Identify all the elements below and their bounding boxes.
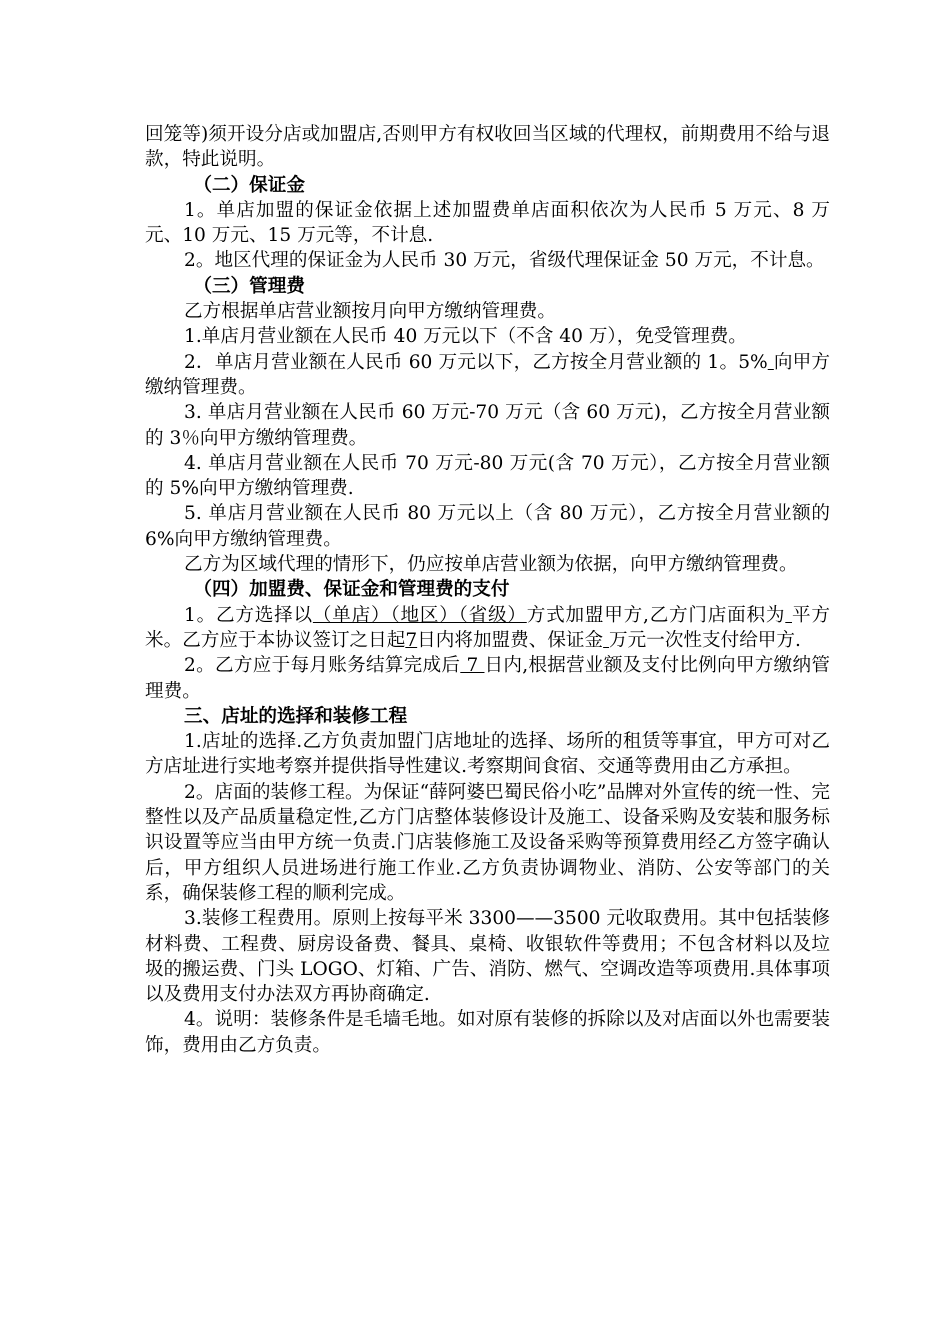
intro-paragraph: 回笼等)须开设分店或加盟店,否则甲方有权收回当区域的代理权，前期费用不给与退款，特此说明。: [145, 124, 830, 171]
site-paragraph-3: 3.装修工程费用。原则上按每平米 3300——3500 元收取费用。其中包括装修材料费、工程费、厨房设备费、餐具、桌椅、收银软件等费用；不包含材料以及垃圾的搬运费、门头 LOGO、灯箱、广告、消防、燃气、空调改造等项费用.具体事项以及费用支付办法双方再协商确定.: [145, 908, 830, 1006]
site-paragraph-2: 2。店面的装修工程。为保证“薛阿婆巴蜀民俗小吃”品牌对外宣传的统一性、完整性以及产品质量稳定性,乙方门店整体装修设计及施工、设备采购及安装和服务标识设置等应当由甲方统一负责.门店装修施工及设备采购等预算费用经乙方签字确认后，甲方组织人员进场进行施工作业.乙方负责协调物业、消防、公安等部门的关系，确保装修工程的顺利完成。: [145, 781, 830, 904]
payment-paragraph-1-text-e: 万元一次性支付给甲方.: [609, 629, 801, 651]
payment-heading: （四）加盟费、保证金和管理费的支付: [193, 579, 510, 601]
deposit-paragraph-2: 2。地区代理的保证金为人民币 30 万元，省级代理保证金 50 万元，不计息。: [184, 250, 825, 272]
site-renovation-heading: 三、店址的选择和装修工程: [184, 705, 408, 727]
management-fee-paragraph-2: [145, 350, 830, 401]
site-paragraph-4: 4。说明：装修条件是毛墙毛地。如对原有装修的拆除以及对店面以外也需要装饰，费用由乙方负责。: [145, 1009, 830, 1056]
deposit-heading: （二）保证金: [193, 174, 305, 196]
store-area-blank: [785, 605, 792, 626]
management-fee-paragraph-2-text-a: 2．单店月营业额在人民币 60 万元以下，乙方按全月营业额的 1。5%: [184, 351, 768, 373]
payment-paragraph-1-text-c: 平方米。乙方应于本协议签订之日起: [145, 604, 830, 651]
payment-paragraph-1-text-d: 日内将加盟费、保证金: [417, 629, 604, 651]
deposit-paragraph-1: 1。单店加盟的保证金依据上述加盟费单店面积依次为人民币 5 万元、8 万元、10 万元、15 万元等，不计息.: [145, 199, 830, 247]
payment-paragraph-2: [145, 653, 830, 704]
payment-paragraph-1: [145, 603, 830, 654]
management-fee-paragraph-1: 1.单店月营业额在人民币 40 万元以下（不含 40 万），免受管理费。: [184, 326, 747, 348]
management-fee-heading: （三）管理费: [193, 275, 305, 297]
management-fee-paragraph-2-text-b: 向甲方缴纳管理费。: [145, 351, 830, 398]
payment-days-value: 7: [405, 629, 418, 651]
site-paragraph-1: 1.店址的选择.乙方负责加盟门店地址的选择、场所的租赁等事宜，甲方可对乙方店址进行实地考察并提供指导性建议.考察期间食宿、交通等费用由乙方承担。: [145, 731, 830, 778]
payment-paragraph-1-text-b: 方式加盟甲方,乙方门店面积为: [526, 604, 786, 626]
franchise-type-options: （单店）（地区）（省级）: [312, 604, 527, 626]
management-fee-paragraph-5: 5. 单店月营业额在人民币 80 万元以上（含 80 万元），乙方按全月营业额的 6%向甲方缴纳管理费。: [145, 503, 830, 550]
payment-paragraph-1-text-a: 1。乙方选择以: [184, 604, 313, 626]
document-body: [145, 122, 830, 1058]
payment-paragraph-2-text-b: 日内,根据营业额及支付比例向甲方缴纳管理费。: [145, 655, 830, 702]
payment-paragraph-2-text-a: 2。乙方应于每月账务结算完成后: [184, 655, 461, 677]
management-fee-paragraph-4: 4. 单店月营业额在人民币 70 万元-80 万元(含 70 万元），乙方按全月营业额的 5%向甲方缴纳管理费.: [145, 452, 830, 500]
management-fee-paragraph-3: 3. 单店月营业额在人民币 60 万元-70 万元（含 60 万元)，乙方按全月营业额的 3％向甲方缴纳管理费。: [145, 402, 830, 449]
management-fee-days-value: 7: [460, 655, 485, 677]
management-fee-paragraph-0: 乙方根据单店营业额按月向甲方缴纳管理费。: [184, 301, 556, 323]
management-fee-paragraph-6: 乙方为区域代理的情形下，仍应按单店营业额为依据，向甲方缴纳管理费。: [184, 554, 798, 576]
